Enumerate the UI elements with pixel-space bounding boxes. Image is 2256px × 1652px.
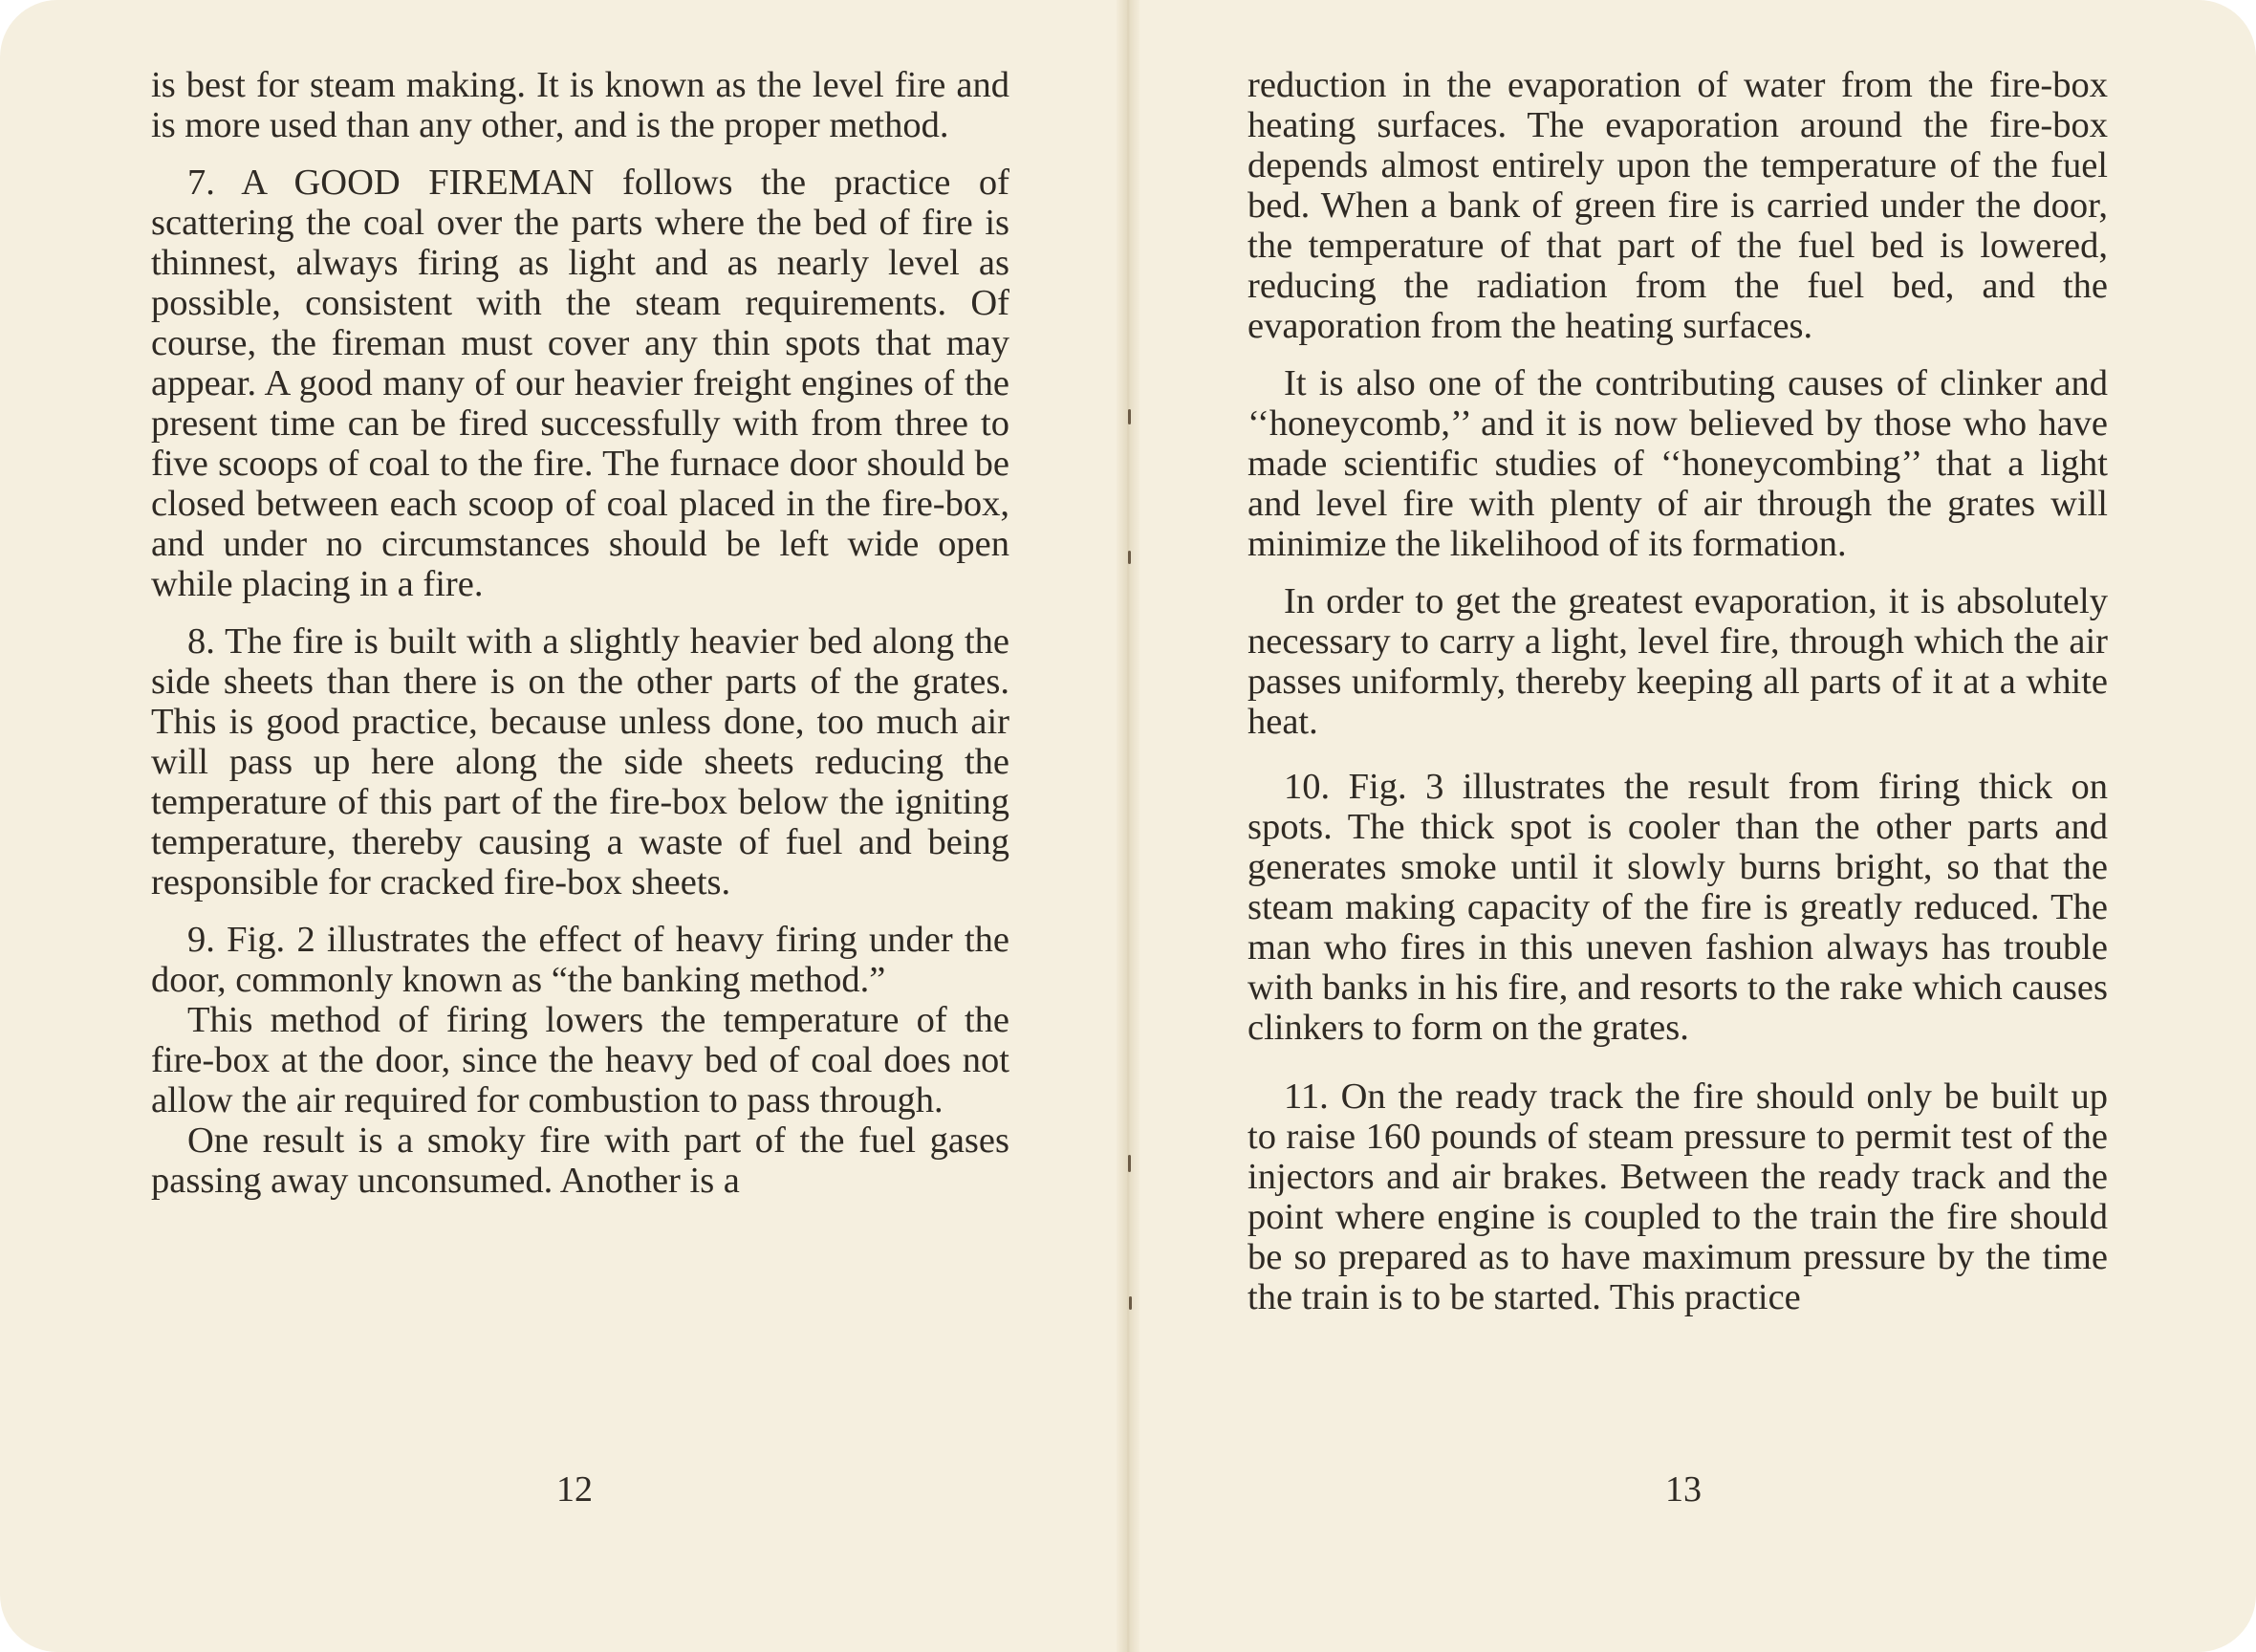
paragraph: is best for steam making. It is known as the level fire and is more used than any other, and is the proper method.: [151, 65, 1009, 145]
paragraph: In order to get the greatest evaporation, it is absolutely necessary to carry a light, level fire, through which the air passes uniformly, thereby keeping all parts of it at a white heat.: [1247, 581, 2108, 742]
book-gutter: [1117, 0, 1139, 1652]
paragraph: 7. A GOOD FIREMAN follows the practice of scattering the coal over the parts where the bed of fire is thinnest, always firing as light and as nearly level as possible, consistent with the steam requirements. Of course, the fireman must cover any thin spots that may appear. A good many of our heavier freight engines of the present time can be fired successfully with from three to five scoops of coal to the fire. The furnace door should be closed between each scoop of coal placed in the fire-box, and under no circumstances should be left wide open while placing in a fire.: [151, 163, 1009, 604]
paragraph: 8. The fire is built with a slightly heavier bed along the side sheets than there is on the other parts of the grates. This is good practice, because unless done, too much air will pass up here along the side sheets reducing the temperature of this part of the fire-box below the igniting temperature, thereby causing a waste of fuel and being responsible for cracked fire-box sheets.: [151, 621, 1009, 902]
binding-stitch: [1128, 409, 1131, 424]
paragraph: 11. On the ready track the fire should only be built up to raise 160 pounds of steam pressure to permit test of the injectors and air brakes. Between the ready track and the point where engine is coupled to the train the fire should be so prepared as to have maximum pressure by the time the train is to be started. This practice: [1247, 1076, 2108, 1317]
binding-stitch: [1129, 1296, 1132, 1310]
paragraph: reduction in the evaporation of water from the fire-box heating surfaces. The evaporation around the fire-box depends almost entirely upon the temperature of the fuel bed. When a bank of green fire is carried under the door, the temperature of that part of the fuel bed is lowered, reducing the radiation from the fuel bed, and the evaporation from the heating surfaces.: [1247, 65, 2108, 346]
paragraph: 9. Fig. 2 illustrates the effect of heavy firing under the door, commonly known as “the banking method.”: [151, 920, 1009, 1000]
paragraph: It is also one of the contributing causes of clinker and ‘‘honeycomb,’’ and it is now believed by those who have made scientific studies of ‘‘honeycombing’’ that a light and level fire with plenty of air through the grates will minimize the likelihood of its formation.: [1247, 363, 2108, 564]
left-page: [151, 65, 1009, 1218]
binding-stitch: [1128, 1155, 1131, 1172]
paragraph: 10. Fig. 3 illustrates the result from firing thick on spots. The thick spot is cooler than the other parts and generates smoke until it slowly burns bright, so that the steam making capacity of the fire is greatly reduced. The man who fires in this uneven fashion always has trouble with banks in his fire, and resorts to the rake which causes clinkers to form on the grates.: [1247, 767, 2108, 1048]
page-number: 12: [556, 1469, 593, 1510]
page-number: 13: [1665, 1469, 1702, 1510]
paragraph: One result is a smoky fire with part of the fuel gases passing away unconsumed. Another is a: [151, 1120, 1009, 1201]
paragraph: This method of firing lowers the temperature of the fire-box at the door, since the heavy bed of coal does not allow the air required for combustion to pass through.: [151, 1000, 1009, 1120]
right-page: [1247, 65, 2108, 1335]
binding-stitch: [1128, 551, 1131, 564]
